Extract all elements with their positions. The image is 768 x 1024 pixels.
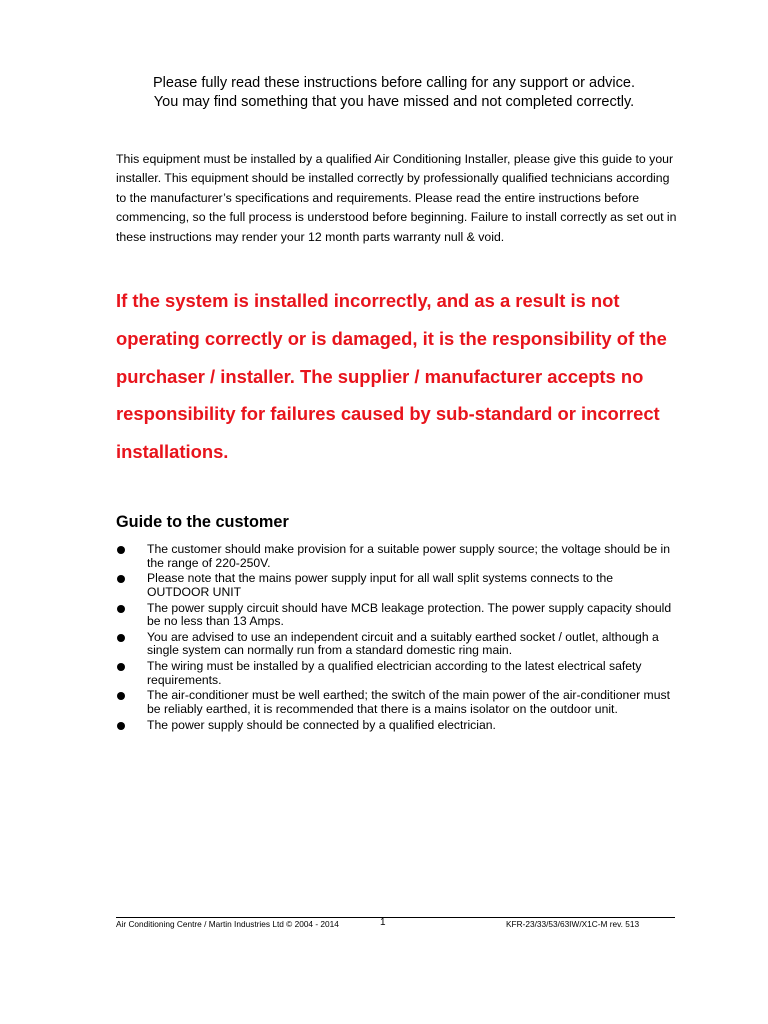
footer-divider bbox=[116, 917, 675, 918]
guide-heading: Guide to the customer bbox=[116, 513, 289, 531]
bullet-icon bbox=[117, 692, 125, 700]
bullet-icon bbox=[117, 634, 125, 642]
warning-notice: If the system is installed incorrectly, and as a result is not operating correctly or is damaged, it is the responsibility of the purchaser / installer. The supplier / manufacturer accepts no responsibility for failures caused by sub-standard or incorrect installations. bbox=[116, 290, 667, 463]
list-item bbox=[116, 660, 676, 687]
list-item-text: The power supply circuit should have MCB leakage protection. The power supply capacity should be no less than 13 Amps. bbox=[147, 600, 672, 629]
list-item-text: The customer should make provision for a suitable power supply source; the voltage should be in the range of 220-250V. bbox=[147, 542, 670, 570]
list-item bbox=[116, 602, 676, 629]
footer-copyright: Air Conditioning Centre / Martin Industries Ltd © 2004 - 2014 bbox=[116, 919, 339, 929]
bullet-icon bbox=[117, 575, 125, 583]
page-number: 1 bbox=[380, 917, 386, 928]
list-item-text: The air-conditioner must be well earthed; the switch of the main power of the air-conditioner must be reliably earthed, it is recommended that there is a mains isolator on the outdoor unit. bbox=[147, 688, 670, 716]
bullet-icon bbox=[117, 663, 125, 671]
list-item bbox=[116, 631, 676, 658]
list-item-text: The power supply should be connected by a qualified electrician. bbox=[147, 717, 496, 732]
installation-paragraph: This equipment must be installed by a qualified Air Conditioning Installer, please give this guide to your installer. This equipment should be installed correctly by professionally qualified technicians according to the manufacturer’s specifications and requirements. Please read the entire instructions before commencing, so the full process is understood before beginning. Failure to install correctly as set out in these instructions may render your 12 month parts warranty null & void. bbox=[116, 152, 677, 244]
intro-line-2: You may find something that you have missed and not completed correctly. bbox=[153, 94, 635, 110]
guide-list bbox=[116, 543, 676, 735]
list-item bbox=[116, 689, 676, 716]
list-item-text: The wiring must be installed by a qualified electrician according to the latest electrical safety requirements. bbox=[147, 659, 642, 687]
bullet-icon bbox=[117, 722, 125, 730]
intro-notice bbox=[100, 74, 688, 112]
bullet-icon bbox=[117, 546, 125, 554]
bullet-icon bbox=[117, 605, 125, 613]
list-item bbox=[116, 719, 676, 733]
list-item bbox=[116, 543, 676, 570]
intro-line-1: Please fully read these instructions before calling for any support or advice. bbox=[153, 75, 635, 91]
list-item-text: Please note that the mains power supply input for all wall split systems connects to the OUTDOOR UNIT bbox=[147, 571, 614, 599]
list-item-text: You are advised to use an independent circuit and a suitably earthed socket / outlet, although a single system can normally run from a standard domestic ring main. bbox=[147, 629, 659, 658]
list-item bbox=[116, 572, 676, 599]
footer-model-ref: KFR-23/33/53/63IW/X1C-M rev. 513 bbox=[506, 919, 640, 929]
